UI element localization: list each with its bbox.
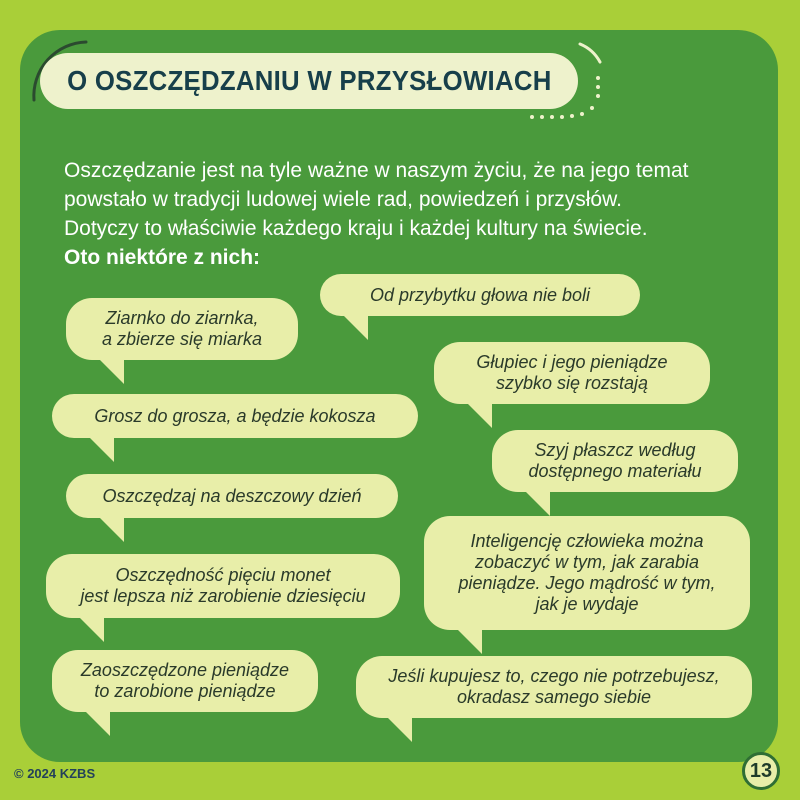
- bubble-tail: [78, 616, 104, 642]
- proverb-line: okradasz samego siebie: [456, 687, 652, 707]
- proverb-line: Od przybytku głowa nie boli: [369, 284, 591, 305]
- proverb-line: Ziarnko do ziarnka,: [105, 308, 259, 328]
- proverb-line: Grosz do grosza, a będzie kokosza: [94, 405, 376, 426]
- proverb-line: to zarobione pieniądze: [94, 681, 276, 701]
- proverb-line: Jeśli kupujesz to, czego nie potrzebujesz,: [388, 666, 720, 686]
- proverb-bubble: [492, 430, 738, 492]
- proverb-line: Oszczędność pięciu monet: [115, 565, 331, 585]
- proverb-line: Głupiec i jego pieniądze: [476, 352, 668, 372]
- proverb-bubble: [320, 274, 640, 316]
- bubble-tail: [84, 710, 110, 736]
- copyright-text: © 2024 KZBS: [14, 766, 96, 781]
- proverb-line: jest lepsza niż zarobienie dziesięciu: [80, 586, 366, 606]
- intro-line: Oszczędzanie jest na tyle ważne w naszym życiu, że na jego temat: [64, 159, 689, 182]
- page-number: 13: [749, 759, 773, 782]
- proverb-line: Zaoszczędzone pieniądze: [80, 660, 290, 680]
- title-banner: [40, 53, 578, 109]
- proverb-bubble: [66, 474, 398, 518]
- bubble-tail: [98, 358, 124, 384]
- proverb-bubble: [66, 298, 298, 360]
- bubble-tail: [342, 314, 368, 340]
- proverb-bubble: [52, 394, 418, 438]
- page-number-badge: [742, 752, 780, 790]
- proverb-bubble: [52, 650, 318, 712]
- intro-line: powstało w tradycji ludowej wiele rad, powiedzeń i przysłów.: [64, 188, 622, 211]
- bubble-tail: [524, 490, 550, 516]
- bubble-tail: [456, 628, 482, 654]
- proverb-line: pieniądze. Jego mądrość w tym,: [458, 573, 716, 593]
- proverb-line: szybko się rozstają: [495, 373, 649, 393]
- page-title: O OSZCZĘDZANIU W PRZYSŁOWIACH: [66, 65, 552, 96]
- proverb-line: a zbierze się miarka: [101, 329, 263, 349]
- proverb-line: Inteligencję człowieka można: [470, 531, 704, 551]
- proverb-line: Oszczędzaj na deszczowy dzień: [102, 485, 362, 506]
- bubble-tail: [98, 516, 124, 542]
- proverb-line: zobaczyć w tym, jak zarabia: [474, 552, 700, 572]
- proverb-bubble: [424, 516, 750, 630]
- intro-line: Dotyczy to właściwie każdego kraju i każdej kultury na świecie.: [64, 217, 648, 240]
- proverb-line: jak je wydaje: [535, 594, 639, 614]
- proverb-line: Szyj płaszcz według: [534, 440, 696, 460]
- bubble-tail: [386, 716, 412, 742]
- proverb-bubble: [46, 554, 400, 618]
- intro-bold-line: Oto niektóre z nich:: [64, 246, 261, 269]
- proverb-bubble: [356, 656, 752, 718]
- bubble-tail: [88, 436, 114, 462]
- proverb-line: dostępnego materiału: [528, 461, 702, 481]
- intro-text: [64, 156, 754, 272]
- bubble-tail: [466, 402, 492, 428]
- proverb-bubble: [434, 342, 710, 404]
